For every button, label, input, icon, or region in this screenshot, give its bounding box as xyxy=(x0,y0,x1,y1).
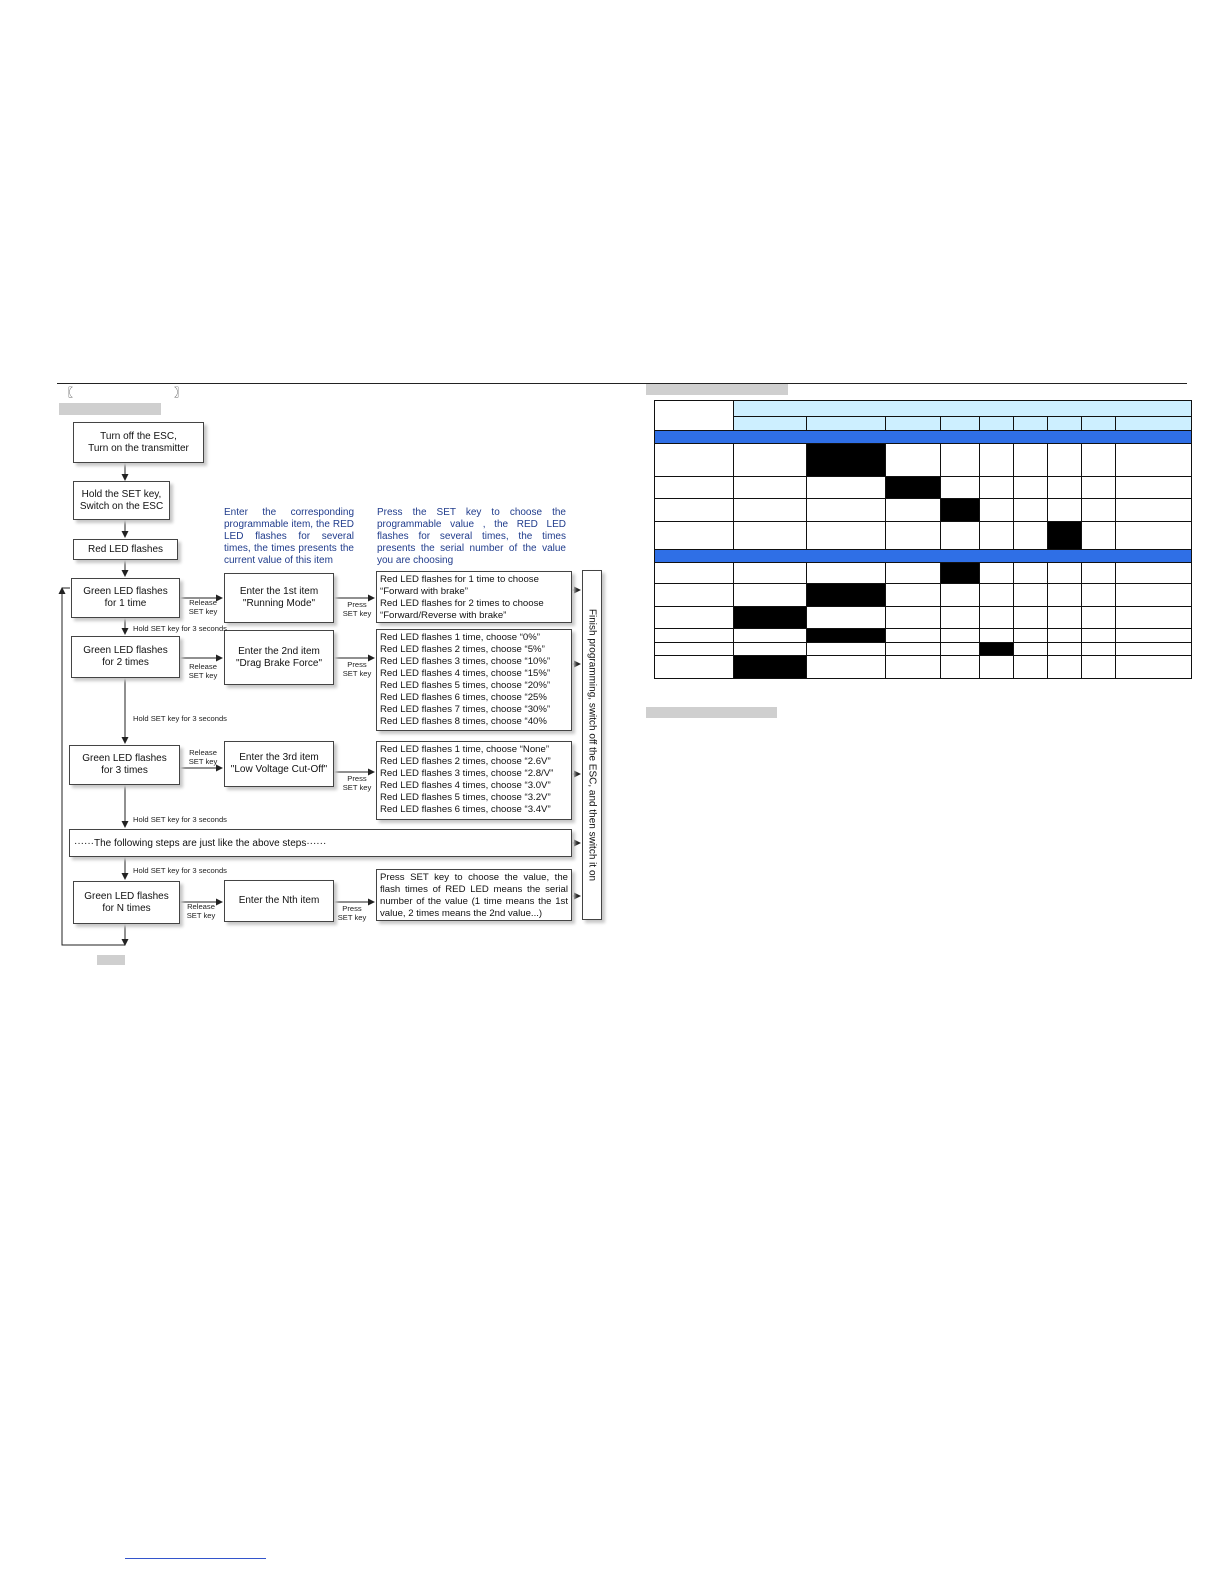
note-enter-item: Enter the corresponding programmable item, the RED LED flashes for several times, the times presents the current value of this item xyxy=(224,507,354,566)
table-section-bar xyxy=(655,431,1192,444)
values-1-box: Red LED flashes for 1 time to choose “Forward with brake” Red LED flashes for 2 times to choose “Forward/Reverse with brake” xyxy=(376,571,572,623)
press-label-1: Press SET key xyxy=(342,600,372,618)
table-row xyxy=(655,477,1192,499)
table-cell xyxy=(941,477,980,499)
table-cell xyxy=(1048,522,1082,550)
redacted-heading-right xyxy=(646,384,788,395)
table-cell xyxy=(1014,656,1048,679)
table-cell xyxy=(1082,643,1116,656)
table-cell xyxy=(980,584,1014,607)
table-cell xyxy=(807,563,886,584)
table-cell xyxy=(1082,522,1116,550)
header-bracket-left: 〖 xyxy=(62,387,73,399)
table-cell xyxy=(1116,563,1192,584)
table-cell xyxy=(980,499,1014,522)
table-cell xyxy=(1116,629,1192,643)
item-3-box: Enter the 3rd item "Low Voltage Cut-Off" xyxy=(224,741,334,787)
table-cell xyxy=(1116,499,1192,522)
table-header-row-1 xyxy=(655,401,1192,417)
table-cell xyxy=(1048,444,1082,477)
table-cell xyxy=(1082,477,1116,499)
table-cell xyxy=(980,563,1014,584)
values-2-box: Red LED flashes 1 time, choose “0%” Red LED flashes 2 times, choose “5%” Red LED flashes 3 times, choose “10%” Red LED flashes 4 times, choose “15%” Red LED flashes 5 times, choose “20%” Red LED flashes 6 times, choose “25% Red LED flashes 7 times, choose “30%” Red LED flashes 8 times, choose “40% xyxy=(376,629,572,731)
table-cell xyxy=(655,584,734,607)
table-cell xyxy=(1116,444,1192,477)
table-cell xyxy=(941,563,980,584)
finish-box xyxy=(582,570,602,920)
table-section-bar-cell xyxy=(655,431,1192,444)
header-bracket-right: 〗 xyxy=(174,387,185,399)
table-cell xyxy=(980,629,1014,643)
table-cell xyxy=(1048,643,1082,656)
table-cell xyxy=(1014,643,1048,656)
table-cell xyxy=(941,584,980,607)
release-label-2: Release SET key xyxy=(188,662,218,680)
table-cell xyxy=(1082,607,1116,629)
table-cell xyxy=(1116,643,1192,656)
green-n-box: Green LED flashes for N times xyxy=(73,881,180,924)
table-cell xyxy=(1048,499,1082,522)
table-cell xyxy=(655,643,734,656)
table-cell xyxy=(941,499,980,522)
table-cell xyxy=(1082,629,1116,643)
table-header-row-2 xyxy=(655,417,1192,431)
table-cell xyxy=(886,629,941,643)
table-cell xyxy=(734,477,807,499)
table-cell xyxy=(1048,584,1082,607)
table-cell xyxy=(886,477,941,499)
table-cell xyxy=(941,607,980,629)
table-row xyxy=(655,656,1192,679)
table-row xyxy=(655,499,1192,522)
table-cell xyxy=(886,607,941,629)
table-cell xyxy=(1048,563,1082,584)
footer-link-underline[interactable] xyxy=(125,1558,266,1559)
finish-text: Finish programming, switch off the ESC, and then switch it on xyxy=(586,608,598,882)
table-cell xyxy=(1048,656,1082,679)
following-steps-box: ······The following steps are just like the above steps······ xyxy=(69,829,572,857)
table-cell xyxy=(980,522,1014,550)
table-cell xyxy=(655,607,734,629)
table-cell xyxy=(886,643,941,656)
table-cell xyxy=(807,607,886,629)
release-label-3: Release SET key xyxy=(188,748,218,766)
table-row xyxy=(655,444,1192,477)
table-cell xyxy=(1116,656,1192,679)
green-2-box: Green LED flashes for 2 times xyxy=(71,636,180,678)
release-label-n: Release SET key xyxy=(186,902,216,920)
table-cell xyxy=(734,499,807,522)
table-cell xyxy=(655,444,734,477)
start-box: Turn off the ESC, Turn on the transmitter xyxy=(73,422,204,463)
table-cell xyxy=(1082,584,1116,607)
table-cell xyxy=(1014,629,1048,643)
values-n-box: Press SET key to choose the value, the flash times of RED LED means the serial number of the value (1 time means the 1st value, 2 times means the 2nd value...) xyxy=(376,869,572,921)
table-cell xyxy=(1116,477,1192,499)
hold-label-1: Hold SET key for 3 seconds xyxy=(133,624,227,633)
table-cell xyxy=(1082,563,1116,584)
table-cell xyxy=(1048,477,1082,499)
table-cell xyxy=(1082,499,1116,522)
table-cell xyxy=(1014,584,1048,607)
table-cell xyxy=(1014,522,1048,550)
press-label-3: Press SET key xyxy=(342,774,372,792)
table-cell xyxy=(1048,607,1082,629)
table-cell xyxy=(886,563,941,584)
table-cell xyxy=(734,563,807,584)
table-cell xyxy=(1014,444,1048,477)
table-cell xyxy=(941,656,980,679)
table-cell xyxy=(734,629,807,643)
table-cell xyxy=(734,643,807,656)
press-label-2: Press SET key xyxy=(342,660,372,678)
table-section-bar xyxy=(655,550,1192,563)
table-cell xyxy=(980,444,1014,477)
table-cell xyxy=(655,629,734,643)
table-cell xyxy=(980,656,1014,679)
table-cell xyxy=(807,477,886,499)
table-cell xyxy=(1048,629,1082,643)
table-cell xyxy=(1082,656,1116,679)
table-cell xyxy=(734,522,807,550)
hold-set-box: Hold the SET key, Switch on the ESC xyxy=(73,481,170,520)
table-cell xyxy=(886,656,941,679)
table-cell xyxy=(886,499,941,522)
table-cell xyxy=(807,522,886,550)
table-cell xyxy=(980,643,1014,656)
table-cell xyxy=(1082,444,1116,477)
table-cell xyxy=(734,584,807,607)
item-n-box: Enter the Nth item xyxy=(224,880,334,922)
press-label-n: Press SET key xyxy=(337,904,367,922)
parameter-table xyxy=(654,400,1192,679)
release-label-1: Release SET key xyxy=(188,598,218,616)
table-cell xyxy=(1116,584,1192,607)
redacted-heading-right-2 xyxy=(646,707,777,718)
table-cell xyxy=(807,643,886,656)
table-cell xyxy=(807,584,886,607)
table-section-bar-cell xyxy=(655,550,1192,563)
table-cell xyxy=(886,522,941,550)
table-cell xyxy=(655,499,734,522)
table-cell xyxy=(941,643,980,656)
table-cell xyxy=(886,584,941,607)
table-cell xyxy=(734,656,807,679)
red-led-flashes-box: Red LED flashes xyxy=(73,539,178,560)
table-row xyxy=(655,643,1192,656)
table-cell xyxy=(807,656,886,679)
hold-label-4: Hold SET key for 3 seconds xyxy=(133,866,227,875)
table-cell xyxy=(734,444,807,477)
table-cell xyxy=(1014,563,1048,584)
table-cell xyxy=(980,477,1014,499)
values-3-box: Red LED flashes 1 time, choose “None” Red LED flashes 2 times, choose “2.6V” Red LED flashes 3 times, choose “2.8/V” Red LED flashes 4 times, choose “3.0V” Red LED flashes 5 times, choose “3.2V” Red LED flashes 6 times, choose “3.4V” xyxy=(376,741,572,820)
table-row xyxy=(655,563,1192,584)
table-cell xyxy=(941,522,980,550)
item-2-box: Enter the 2nd item "Drag Brake Force" xyxy=(224,630,334,685)
table-cell xyxy=(807,444,886,477)
table-cell xyxy=(655,477,734,499)
table-row xyxy=(655,522,1192,550)
table-header-span xyxy=(734,401,1192,417)
table-cell xyxy=(807,629,886,643)
green-1-box: Green LED flashes for 1 time xyxy=(71,578,180,618)
green-3-box: Green LED flashes for 3 times xyxy=(69,745,180,785)
hold-label-3: Hold SET key for 3 seconds xyxy=(133,815,227,824)
table-cell xyxy=(734,607,807,629)
table-row xyxy=(655,607,1192,629)
table-cell xyxy=(807,499,886,522)
note-press-set: Press the SET key to choose the programmable value , the RED LED flashes for several times, the times presents the serial number of the value you are choosing xyxy=(377,507,566,566)
hold-label-2: Hold SET key for 3 seconds xyxy=(133,714,227,723)
table-corner-cell xyxy=(655,401,734,431)
table-cell xyxy=(655,656,734,679)
item-1-box: Enter the 1st item "Running Mode" xyxy=(224,573,334,623)
table-cell xyxy=(1014,499,1048,522)
table-row xyxy=(655,629,1192,643)
table-cell xyxy=(1014,607,1048,629)
table-cell xyxy=(1116,607,1192,629)
table-cell xyxy=(941,629,980,643)
table-cell xyxy=(941,444,980,477)
table-cell xyxy=(655,563,734,584)
table-cell xyxy=(1116,522,1192,550)
table-cell xyxy=(980,607,1014,629)
table-row xyxy=(655,584,1192,607)
table-cell xyxy=(655,522,734,550)
table-cell xyxy=(886,444,941,477)
table-cell xyxy=(1014,477,1048,499)
